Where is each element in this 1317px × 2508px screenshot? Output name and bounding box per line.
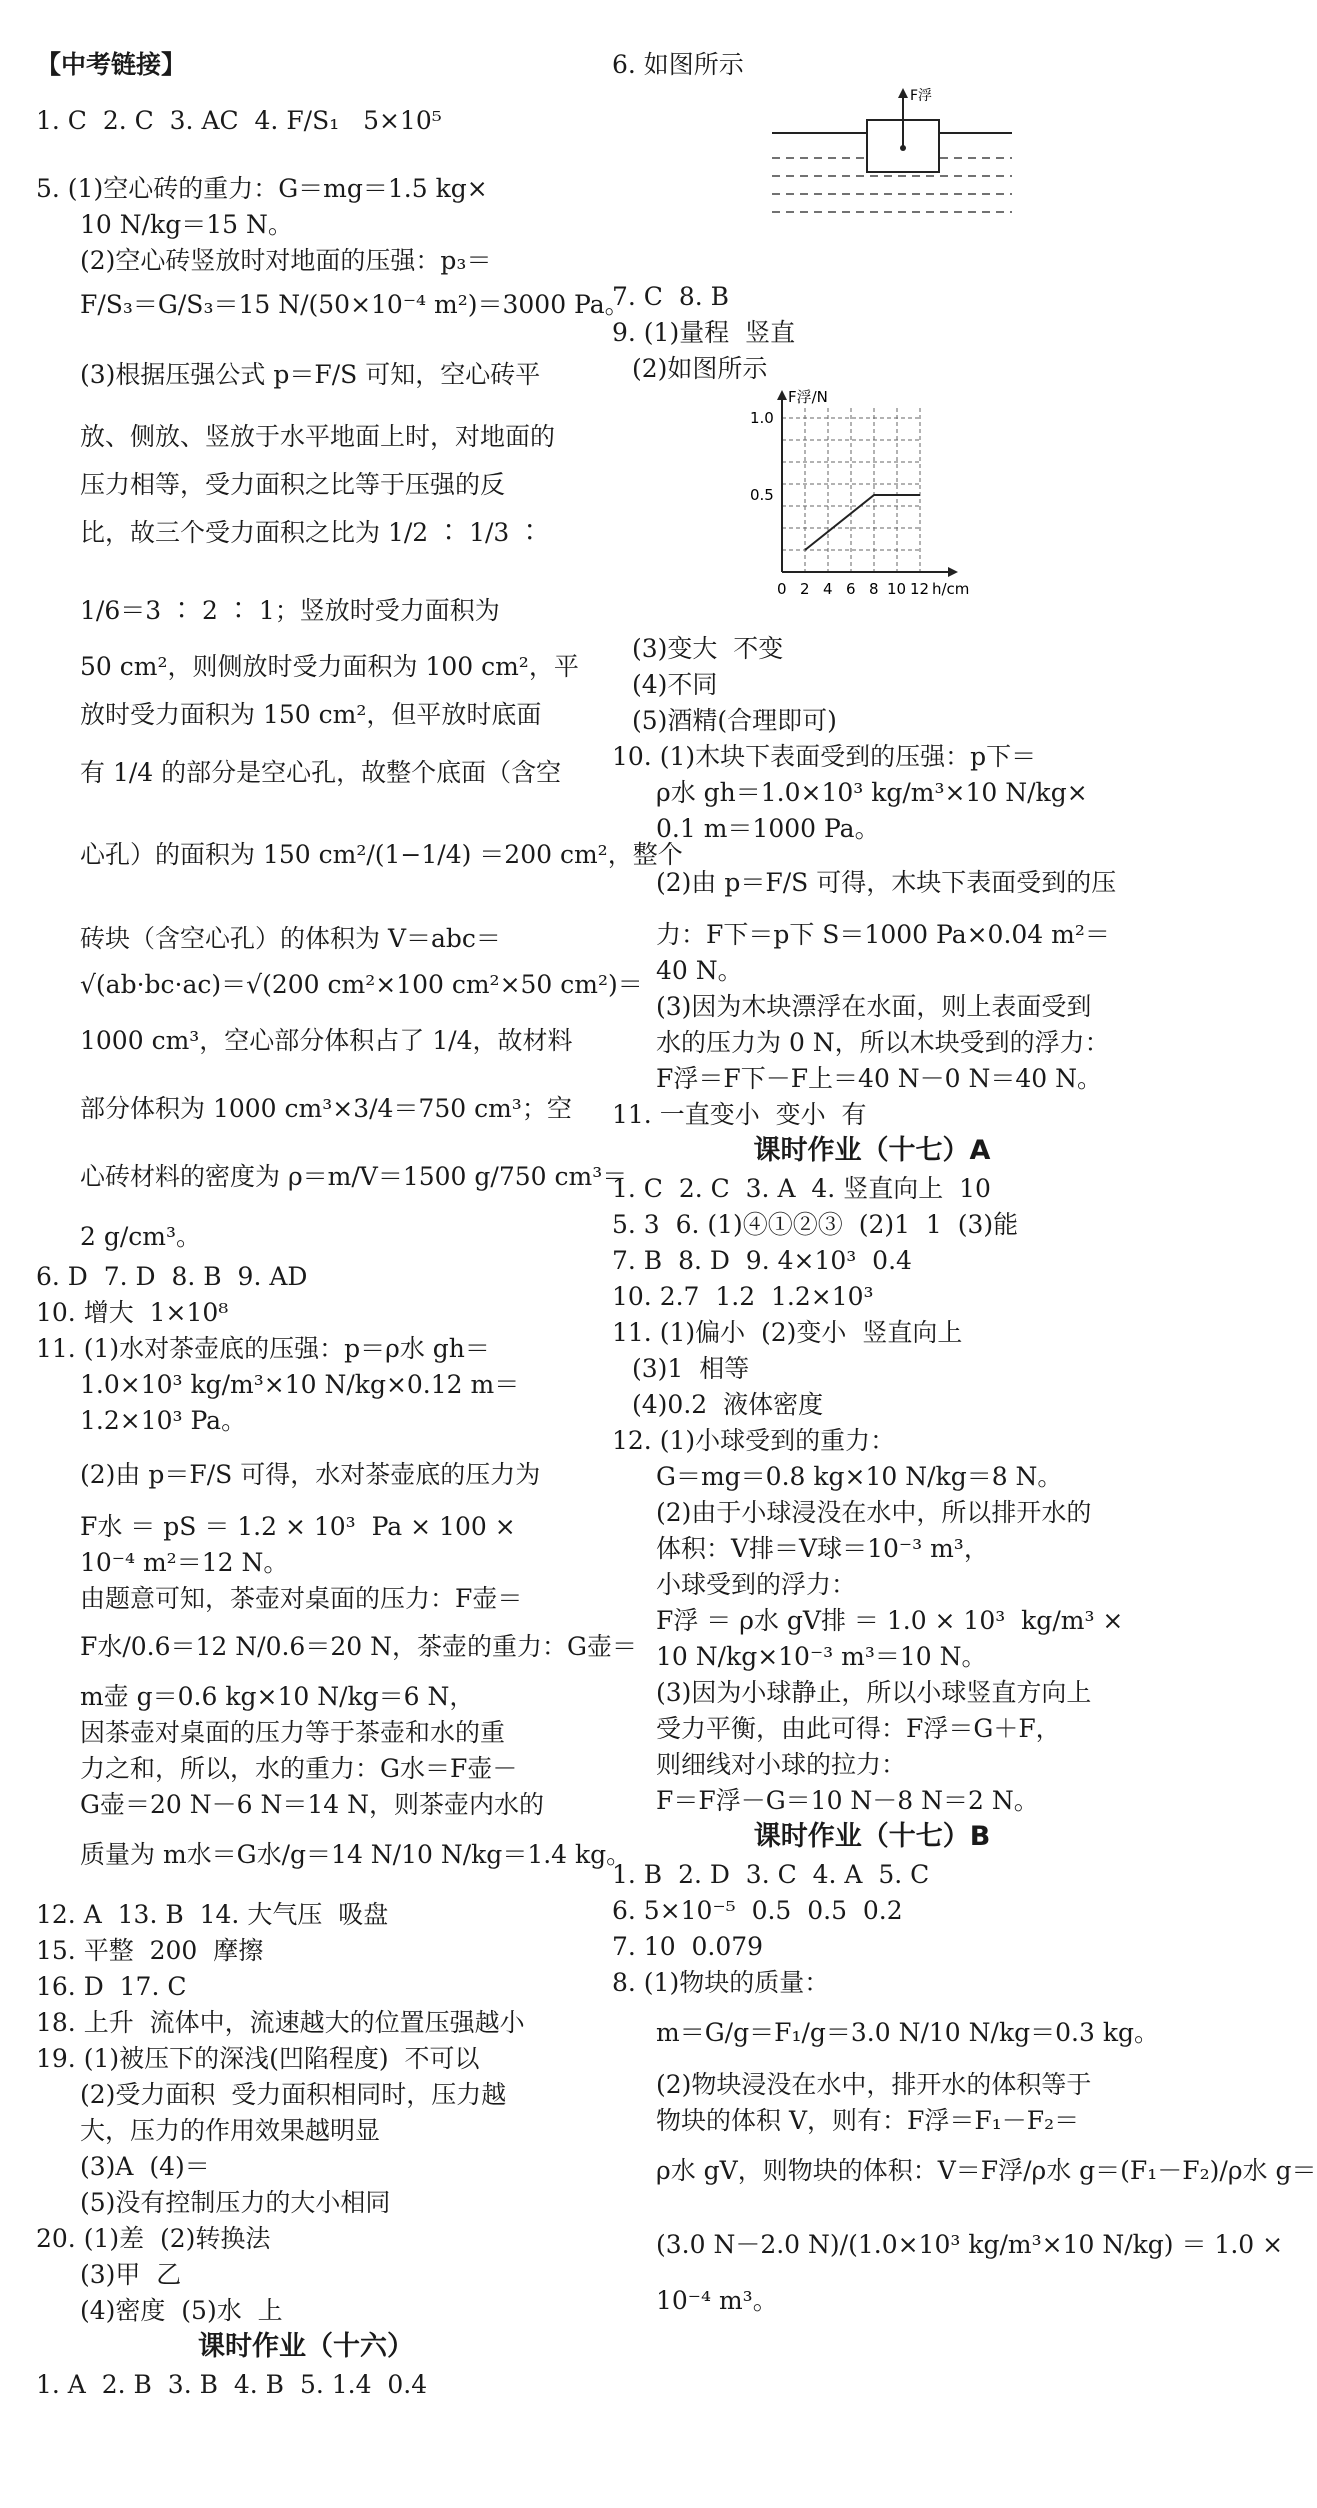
answer-line: 压力相等，受力面积之比等于压强的反: [80, 470, 506, 499]
answer-line: 40 N。: [656, 956, 743, 985]
answer-line: 【中考链接】: [36, 50, 187, 79]
answer-line: 11. (1)偏小 (2)变小 竖直向上: [612, 1318, 963, 1347]
answer-line: (2)物块浸没在水中，排开水的体积等于: [656, 2070, 1092, 2099]
answer-line: 12. (1)小球受到的重力：: [612, 1426, 896, 1455]
answer-line: (4)密度 (5)水 上: [80, 2296, 283, 2325]
answer-line: 1. A 2. B 3. B 4. B 5. 1.4 0.4: [36, 2370, 428, 2399]
answer-line: 1. C 2. C 3. AC 4. F/S₁ 5×10⁵: [36, 106, 442, 135]
answer-line: F/S₃＝G/S₃＝15 N/(50×10⁻⁴ m²)＝3000 Pa。: [80, 290, 630, 319]
answer-line: 放、侧放、竖放于水平地面上时，对地面的: [80, 422, 556, 451]
buoyancy-depth-graph: [722, 388, 992, 608]
answer-line: 1. C 2. C 3. A 4. 竖直向上 10: [612, 1174, 991, 1203]
answer-line: 由题意可知，茶壶对桌面的压力：F壶＝: [80, 1584, 523, 1613]
answer-line: √(ab·bc·ac)＝√(200 cm²×100 cm²×50 cm²)＝: [80, 970, 643, 999]
answer-line: 10. 2.7 1.2 1.2×10³: [612, 1282, 874, 1311]
answer-line: 6. D 7. D 8. B 9. AD: [36, 1262, 308, 1291]
answer-line: 则细线对小球的拉力：: [656, 1750, 907, 1779]
graph-x-tick: 10: [887, 580, 907, 598]
answer-line: (3)根据压强公式 p＝F/S 可知，空心砖平: [80, 360, 541, 389]
answer-line: 7. C 8. B: [612, 282, 729, 311]
answer-line: 2 g/cm³。: [80, 1222, 202, 1251]
answer-line: ρ水 gV，则物块的体积：V＝F浮/ρ水 g＝(F₁－F₂)/ρ水 g＝: [656, 2156, 1317, 2185]
graph-x-tick: 6: [846, 580, 856, 598]
graph-x-tick: 2: [800, 580, 810, 598]
graph-y-axis-label: F浮/N: [788, 388, 828, 406]
answer-line: (2)空心砖竖放时对地面的压强：p₃＝: [80, 246, 492, 275]
graph-x-tick: 8: [869, 580, 879, 598]
section-heading: 课时作业（十七）A: [753, 1135, 991, 1166]
answer-line: 放时受力面积为 150 cm²，但平放时底面: [80, 700, 542, 729]
answer-line: (2)由 p＝F/S 可得，水对茶壶底的压力为: [80, 1460, 541, 1489]
answer-line: ρ水 gh＝1.0×10³ kg/m³×10 N/kg×: [656, 778, 1088, 807]
answer-line: (3)因为木块漂浮在水面，则上表面受到: [656, 992, 1092, 1021]
answer-line: 7. 10 0.079: [612, 1932, 764, 1961]
graph-y-tick: 0.5: [750, 486, 774, 504]
answer-line: 10⁻⁴ m³。: [656, 2286, 778, 2315]
answer-line: 物块的体积 V，则有：F浮＝F₁－F₂＝: [656, 2106, 1080, 2135]
answer-line: (4)不同: [632, 670, 718, 699]
answer-line: F水/0.6＝12 N/0.6＝20 N，茶壶的重力：G壶＝: [80, 1632, 637, 1661]
answer-line: (5)没有控制压力的大小相同: [80, 2188, 391, 2217]
answer-line: 1/6＝3 ∶ 2 ∶ 1；竖放时受力面积为: [80, 596, 500, 625]
answer-line: (3)因为小球静止，所以小球竖直方向上: [656, 1678, 1092, 1707]
answer-line: 1. B 2. D 3. C 4. A 5. C: [612, 1860, 930, 1889]
section-heading: 课时作业（十七）B: [753, 1821, 991, 1852]
answer-line: 20. (1)差 (2)转换法: [36, 2224, 271, 2253]
answer-line: 小球受到的浮力：: [656, 1570, 857, 1599]
answer-line: F＝F浮－G＝10 N－8 N＝2 N。: [656, 1786, 1039, 1815]
answer-line: 力：F下＝p下 S＝1000 Pa×0.04 m²＝: [656, 920, 1110, 949]
answer-line: 部分体积为 1000 cm³×3/4＝750 cm³；空: [80, 1094, 572, 1123]
answer-line: 大，压力的作用效果越明显: [80, 2116, 381, 2145]
answer-line: (2)由 p＝F/S 可得，木块下表面受到的压: [656, 868, 1117, 897]
answer-line: (3)A (4)＝: [80, 2152, 210, 2181]
buoyancy-label: F浮: [910, 88, 933, 104]
answer-line: 心孔）的面积为 150 cm²/(1−1/4) ＝200 cm²，整个: [80, 840, 683, 869]
answer-line: 有 1/4 的部分是空心孔，故整个底面（含空: [80, 758, 562, 787]
answer-line: 10. (1)木块下表面受到的压强：p下＝: [612, 742, 1037, 771]
answer-line: 11. 一直变小 变小 有: [612, 1100, 867, 1129]
answer-line: 力之和，所以，水的重力：G水＝F壶－: [80, 1754, 518, 1783]
answer-line: 0.1 m＝1000 Pa。: [656, 814, 880, 843]
graph-x-tick: 0: [777, 580, 787, 598]
answer-line: (2)如图所示: [632, 354, 768, 383]
answer-line: 质量为 m水＝G水/g＝14 N/10 N/kg＝1.4 kg。: [80, 1840, 632, 1869]
answer-line: 5. 3 6. (1)④①②③ (2)1 1 (3)能: [612, 1210, 1019, 1239]
answer-line: 受力平衡，由此可得：F浮＝G＋F，: [656, 1714, 1061, 1743]
graph-y-tick: 1.0: [750, 409, 774, 427]
answer-line: 心砖材料的密度为 ρ＝m/V＝1500 g/750 cm³＝: [80, 1162, 628, 1191]
answer-line: F水 ＝ pS ＝ 1.2 × 10³ Pa × 100 ×: [80, 1512, 516, 1541]
answer-line: 10⁻⁴ m²＝12 N。: [80, 1548, 289, 1577]
answer-line: 因茶壶对桌面的压力等于茶壶和水的重: [80, 1718, 506, 1747]
answer-line: 11. (1)水对茶壶底的压强：p＝ρ水 gh＝: [36, 1334, 490, 1363]
answer-line: G壶＝20 N－6 N＝14 N，则茶壶内水的: [80, 1790, 544, 1819]
answer-line: 16. D 17. C: [36, 1972, 187, 2001]
answer-line: 1.2×10³ Pa。: [80, 1406, 247, 1435]
answer-line: 19. (1)被压下的深浅(凹陷程度) 不可以: [36, 2044, 480, 2073]
answer-line: 18. 上升 流体中，流速越大的位置压强越小: [36, 2008, 525, 2037]
graph-x-tick: 12: [910, 580, 930, 598]
answer-line: F浮 ＝ ρ水 gV排 ＝ 1.0 × 10³ kg/m³ ×: [656, 1606, 1124, 1635]
answer-line: 8. (1)物块的质量：: [612, 1968, 830, 1997]
answer-line: 砖块（含空心孔）的体积为 V＝abc＝: [80, 924, 501, 953]
answer-line: 10 N/kg＝15 N。: [80, 210, 293, 239]
answer-line: 5. (1)空心砖的重力：G＝mg＝1.5 kg×: [36, 174, 488, 203]
answer-line: (4)0.2 液体密度: [632, 1390, 824, 1419]
answer-line: 15. 平整 200 摩擦: [36, 1936, 264, 1965]
answer-line: m壶 g＝0.6 kg×10 N/kg＝6 N，: [80, 1682, 475, 1711]
answer-line: (5)酒精(合理即可): [632, 706, 837, 735]
answer-line: (3.0 N－2.0 N)/(1.0×10³ kg/m³×10 N/kg) ＝ 1.0 ×: [656, 2230, 1284, 2259]
answer-line: 10. 增大 1×10⁸: [36, 1298, 229, 1327]
answer-line: 10 N/kg×10⁻³ m³＝10 N。: [656, 1642, 987, 1671]
answer-line: 比，故三个受力面积之比为 1/2 ∶ 1/3 ∶: [80, 518, 543, 547]
answer-line: G＝mg＝0.8 kg×10 N/kg＝8 N。: [656, 1462, 1063, 1491]
answer-line: F浮＝F下－F上＝40 N－0 N＝40 N。: [656, 1064, 1103, 1093]
answer-line: 12. A 13. B 14. 大气压 吸盘: [36, 1900, 389, 1929]
answer-line: 水的压力为 0 N，所以木块受到的浮力：: [656, 1028, 1110, 1057]
answer-line: (2)由于小球浸没在水中，所以排开水的: [656, 1498, 1092, 1527]
graph-x-axis-label: h/cm: [932, 580, 970, 598]
buoyancy-figure: [762, 88, 1022, 248]
answer-line: m＝G/g＝F₁/g＝3.0 N/10 N/kg＝0.3 kg。: [656, 2018, 1159, 2047]
answer-line: (2)受力面积 受力面积相同时，压力越: [80, 2080, 507, 2109]
answer-line: 7. B 8. D 9. 4×10³ 0.4: [612, 1246, 912, 1275]
answer-line: 6. 5×10⁻⁵ 0.5 0.5 0.2: [612, 1896, 903, 1925]
graph-x-tick: 4: [823, 580, 833, 598]
answer-line: (3)甲 乙: [80, 2260, 182, 2289]
answer-line: 体积：V排＝V球＝10⁻³ m³，: [656, 1534, 989, 1563]
answer-line: 50 cm²，则侧放时受力面积为 100 cm²，平: [80, 652, 579, 681]
answer-line: (3)1 相等: [632, 1354, 750, 1383]
section-heading: 课时作业（十六）: [198, 2331, 414, 2362]
answer-line: (3)变大 不变: [632, 634, 784, 663]
answer-line: 1000 cm³，空心部分体积占了 1/4，故材料: [80, 1026, 573, 1055]
answer-line: 6. 如图所示: [612, 50, 744, 79]
answer-line: 1.0×10³ kg/m³×10 N/kg×0.12 m＝: [80, 1370, 520, 1399]
answer-line: 9. (1)量程 竖直: [612, 318, 796, 347]
